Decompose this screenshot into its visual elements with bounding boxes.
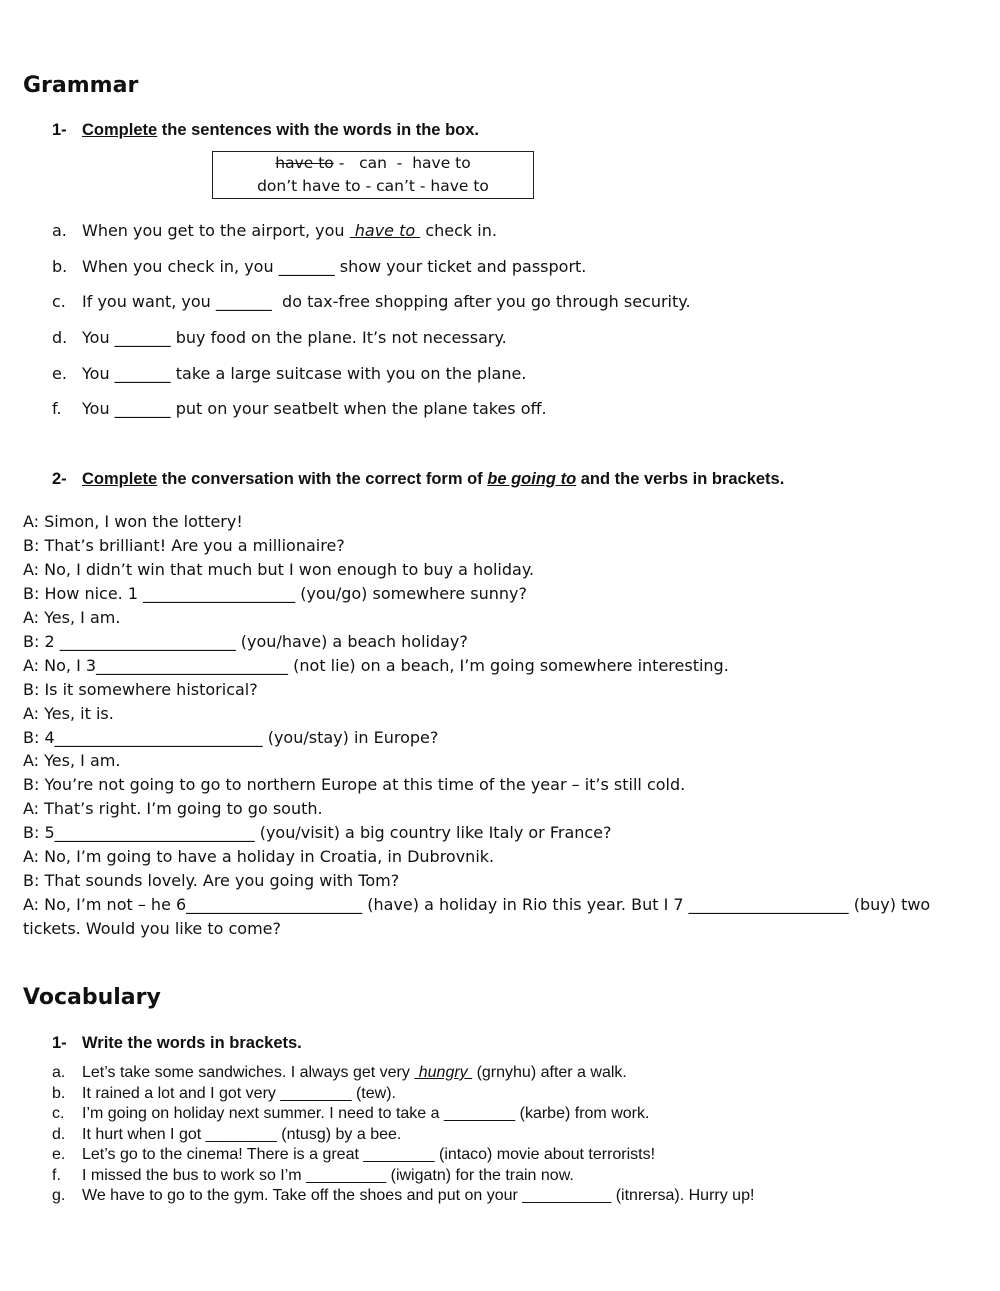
exercise-number: 2- — [52, 470, 67, 488]
item-text[interactable]: I missed the bus to work so I’m _________ (iwigatn) for the train now. — [82, 1167, 574, 1184]
item-text[interactable]: If you want, you _______ do tax-free shopping after you go through security. — [82, 292, 691, 311]
grammar-item-d — [52, 328, 507, 347]
item-text-before: When you get to the airport, you — [82, 221, 350, 240]
exercise-1-instruction — [52, 121, 479, 140]
item-text[interactable]: You _______ put on your seatbelt when the plane takes off. — [82, 399, 547, 418]
instruction-verb: Complete — [82, 470, 158, 488]
item-text[interactable]: Let’s go to the cinema! There is a great ________ (intaco) movie about terrorists! — [82, 1146, 656, 1163]
vocabulary-item-e — [52, 1146, 655, 1164]
item-letter: f. — [52, 1167, 61, 1184]
item-letter: d. — [52, 1126, 66, 1143]
item-text[interactable]: It rained a lot and I got very ________ (tew). — [82, 1085, 396, 1102]
exercise-number: 1- — [52, 121, 67, 139]
item-text[interactable]: You _______ take a large suitcase with you on the plane. — [82, 364, 527, 383]
grammar-item-e — [52, 364, 526, 383]
conversation-line: B: That sounds lovely. Are you going with Tom? — [23, 871, 400, 890]
struck-word: have to — [275, 154, 334, 172]
instruction-text-end: and the verbs in brackets. — [576, 470, 785, 488]
instruction-text: Write the words in brackets. — [82, 1034, 302, 1052]
item-letter: b. — [52, 1085, 66, 1102]
vocabulary-item-f — [52, 1167, 574, 1185]
item-letter: d. — [52, 328, 68, 347]
conversation-line: A: Yes, it is. — [23, 704, 114, 723]
item-letter: c. — [52, 292, 66, 311]
item-letter: f. — [52, 399, 62, 418]
conversation-line[interactable]: A: No, I 3________________________ (not lie) on a beach, I’m going somewhere interesting. — [23, 656, 729, 675]
vocabulary-heading: Vocabulary — [23, 985, 161, 1010]
vocabulary-item-c — [52, 1105, 649, 1123]
item-text-before: Let’s take some sandwiches. I always get very — [82, 1064, 415, 1081]
conversation-line[interactable]: B: How nice. 1 ___________________ (you/go) somewhere sunny? — [23, 584, 527, 603]
word-box — [212, 151, 534, 199]
instruction-text: the conversation with the correct form of — [157, 470, 488, 488]
item-text[interactable]: I’m going on holiday next summer. I need to take a ________ (karbe) from work. — [82, 1105, 650, 1122]
item-text-after: (grnyhu) after a walk. — [472, 1064, 627, 1081]
item-text[interactable]: It hurt when I got ________ (ntusg) by a bee. — [82, 1126, 402, 1143]
conversation-line: A: That’s right. I’m going to go south. — [23, 799, 323, 818]
conversation-line: A: Simon, I won the lottery! — [23, 512, 243, 531]
vocabulary-item-d — [52, 1126, 401, 1144]
grammar-heading: Grammar — [23, 73, 139, 98]
instruction-focus: be going to — [487, 470, 577, 488]
conversation-line: A: No, I didn’t win that much but I won enough to buy a holiday. — [23, 560, 535, 579]
conversation-line: B: That’s brilliant! Are you a millionaire? — [23, 536, 345, 555]
exercise-2-instruction — [52, 470, 784, 489]
grammar-item-f — [52, 399, 547, 418]
item-text[interactable]: You _______ buy food on the plane. It’s not necessary. — [82, 328, 507, 347]
vocabulary-exercise-1-instruction — [52, 1034, 302, 1053]
item-text[interactable]: When you check in, you _______ show your ticket and passport. — [82, 257, 587, 276]
item-letter: g. — [52, 1187, 66, 1204]
item-letter: a. — [52, 221, 67, 240]
item-letter: e. — [52, 364, 67, 383]
grammar-item-c — [52, 292, 691, 311]
exercise-number: 1- — [52, 1034, 67, 1052]
conversation-line: A: Yes, I am. — [23, 751, 121, 770]
vocabulary-item-b — [52, 1085, 396, 1103]
item-letter: a. — [52, 1064, 66, 1081]
conversation-line: B: You’re not going to go to northern Europe at this time of the year – it’s still cold. — [23, 775, 686, 794]
item-example-answer: hungry — [414, 1064, 473, 1081]
item-example-answer: have to — [349, 221, 421, 240]
item-letter: b. — [52, 257, 68, 276]
item-letter: c. — [52, 1105, 65, 1122]
conversation-line: A: No, I’m going to have a holiday in Croatia, in Dubrovnik. — [23, 847, 495, 866]
conversation-line[interactable]: B: 2 ______________________ (you/have) a beach holiday? — [23, 632, 468, 651]
conversation-line[interactable]: B: 4__________________________ (you/stay) in Europe? — [23, 728, 439, 747]
word-box-line-1 — [213, 152, 533, 175]
conversation-line[interactable]: A: No, I’m not – he 6______________________ (have) a holiday in Rio this year. But I 7 ____________________ (buy) two tickets. Would you like to come? — [23, 895, 931, 938]
instruction-verb: Complete — [82, 121, 158, 139]
conversation-line: B: Is it somewhere historical? — [23, 680, 258, 699]
grammar-item-a — [52, 221, 497, 240]
word-box-line-1-rest: - can - have to — [333, 154, 471, 172]
item-letter: e. — [52, 1146, 66, 1163]
word-box-line-2: don’t have to - can’t - have to — [257, 177, 489, 195]
grammar-item-b — [52, 257, 586, 276]
vocabulary-item-a — [52, 1064, 627, 1082]
vocabulary-item-g — [52, 1187, 754, 1205]
instruction-text: the sentences with the words in the box. — [157, 121, 479, 139]
conversation-line[interactable]: B: 5_________________________ (you/visit) a big country like Italy or France? — [23, 823, 612, 842]
item-text[interactable]: We have to go to the gym. Take off the shoes and put on your __________ (itnrersa). Hurry up! — [82, 1187, 755, 1204]
item-text-after: check in. — [420, 221, 497, 240]
conversation-line: A: Yes, I am. — [23, 608, 121, 627]
